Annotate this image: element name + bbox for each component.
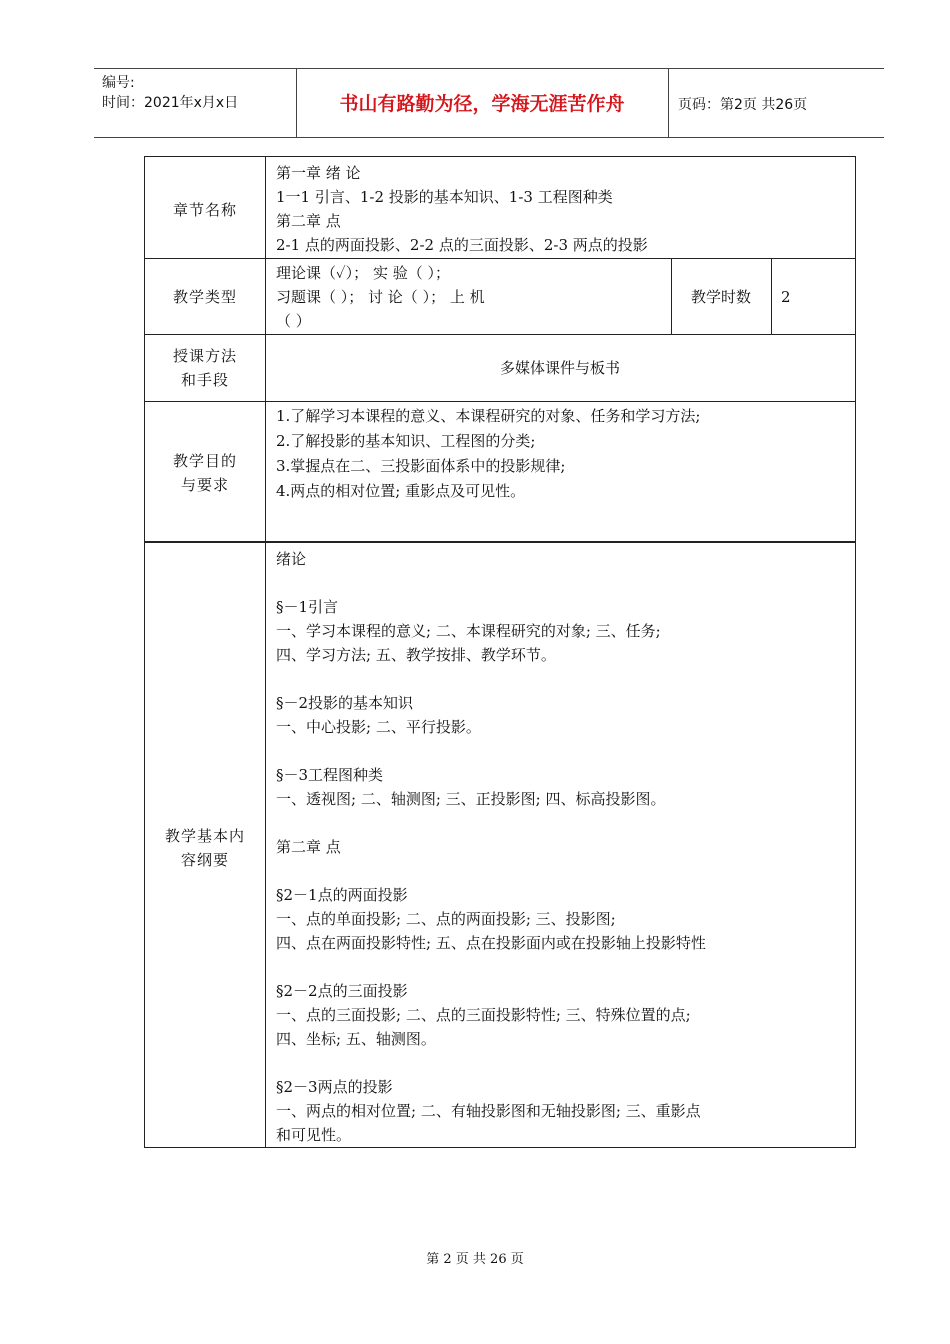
header-page-info: 页码：第2页 共26页 [678, 97, 808, 113]
goals-label-line: 教学目的 [172, 452, 237, 470]
header-meta [102, 73, 238, 113]
outline-block [276, 883, 706, 955]
method-label-line: 和手段 [180, 371, 229, 389]
time-label: 时间：2021年x月x日 [102, 95, 239, 111]
type-line: 习题课（ ）； 讨 论（ ）； 上 机 [276, 288, 485, 306]
outline-line: 一、透视图; 二、轴测图; 三、正投影图; 四、标高投影图。 [276, 790, 666, 808]
outline-block [276, 1075, 706, 1147]
outline-block [276, 691, 706, 739]
header-motto: 书山有路勤为径，学海无涯苦作舟 [339, 93, 625, 115]
method-label-line: 授课方法 [172, 347, 237, 365]
goals-lines [276, 404, 700, 504]
chapter-line: 第一章 绪 论 [276, 164, 361, 182]
method-value: 多媒体课件与板书 [499, 359, 620, 377]
outline-block [276, 595, 706, 667]
outline-line: 四、学习方法; 五、教学按排、教学环节。 [276, 646, 556, 664]
lesson-plan-table [144, 156, 856, 1148]
content-label-line: 教学基本内 [164, 827, 245, 845]
outline-line: 绪论 [276, 550, 307, 568]
hours-value: 2 [781, 288, 791, 306]
row-divider [145, 541, 855, 543]
outline-block [276, 763, 706, 811]
row-divider [145, 258, 855, 259]
page-footer: 第 2 页 共 26 页 [426, 1252, 524, 1267]
outline-line: §2－1点的两面投影 [276, 886, 408, 904]
type-label: 教学类型 [172, 288, 237, 306]
outline-line: §2－2点的三面投影 [276, 982, 408, 1000]
content-outline [276, 547, 706, 1147]
chapter-line: 1一1 引言、1-2 投影的基本知识、1-3 工程图种类 [276, 188, 613, 206]
type-lines [276, 261, 485, 333]
chapter-lines [276, 161, 648, 257]
method-label [145, 344, 265, 392]
outline-line: §－2投影的基本知识 [276, 694, 414, 712]
outline-line: §－3工程图种类 [276, 766, 384, 784]
goal-item: 2.了解投影的基本知识、工程图的分类; [276, 432, 536, 450]
type-line: （ ） [276, 312, 311, 330]
row-divider [145, 401, 855, 402]
outline-block [276, 979, 706, 1051]
goal-item: 3.掌握点在二、三投影面体系中的投影规律; [276, 457, 566, 475]
header-divider [668, 69, 669, 137]
goal-item: 4.两点的相对位置; 重影点及可见性。 [276, 482, 526, 500]
outline-block [276, 835, 706, 859]
outline-line: §－1引言 [276, 598, 339, 616]
outline-line: 四、点在两面投影特性; 五、点在投影面内或在投影轴上投影特性 [276, 934, 706, 952]
content-label [145, 824, 265, 872]
column-divider [771, 258, 772, 334]
goals-label [145, 449, 265, 497]
outline-line: 一、中心投影; 二、平行投影。 [276, 718, 481, 736]
chapter-line: 2-1 点的两面投影、2-2 点的三面投影、2-3 两点的投影 [276, 236, 648, 254]
outline-line: §2－3两点的投影 [276, 1078, 393, 1096]
outline-line: 四、坐标; 五、轴测图。 [276, 1030, 436, 1048]
outline-line: 第二章 点 [276, 838, 341, 856]
outline-line: 一、点的单面投影; 二、点的两面投影; 三、投影图; [276, 910, 616, 928]
goals-label-line: 与要求 [180, 476, 229, 494]
hours-label: 教学时数 [690, 288, 751, 306]
row-divider [145, 334, 855, 335]
chapter-label: 章节名称 [172, 201, 237, 219]
outline-line: 一、两点的相对位置; 二、有轴投影图和无轴投影图; 三、重影点 [276, 1102, 701, 1120]
outline-line: 一、学习本课程的意义; 二、本课程研究的对象; 三、任务; [276, 622, 661, 640]
goal-item: 1.了解学习本课程的意义、本课程研究的对象、任务和学习方法; [276, 407, 701, 425]
chapter-line: 第二章 点 [276, 212, 341, 230]
type-line: 理论课（✓）； 实 验（ ）； [276, 264, 450, 282]
column-divider [265, 157, 266, 1147]
outline-line: 和可见性。 [276, 1126, 352, 1144]
page-header [94, 68, 884, 138]
outline-line: 一、点的三面投影; 二、点的三面投影特性; 三、特殊位置的点; [276, 1006, 691, 1024]
number-label: 编号: [102, 75, 135, 91]
content-label-line: 容纲要 [180, 851, 229, 869]
outline-block [276, 547, 706, 571]
